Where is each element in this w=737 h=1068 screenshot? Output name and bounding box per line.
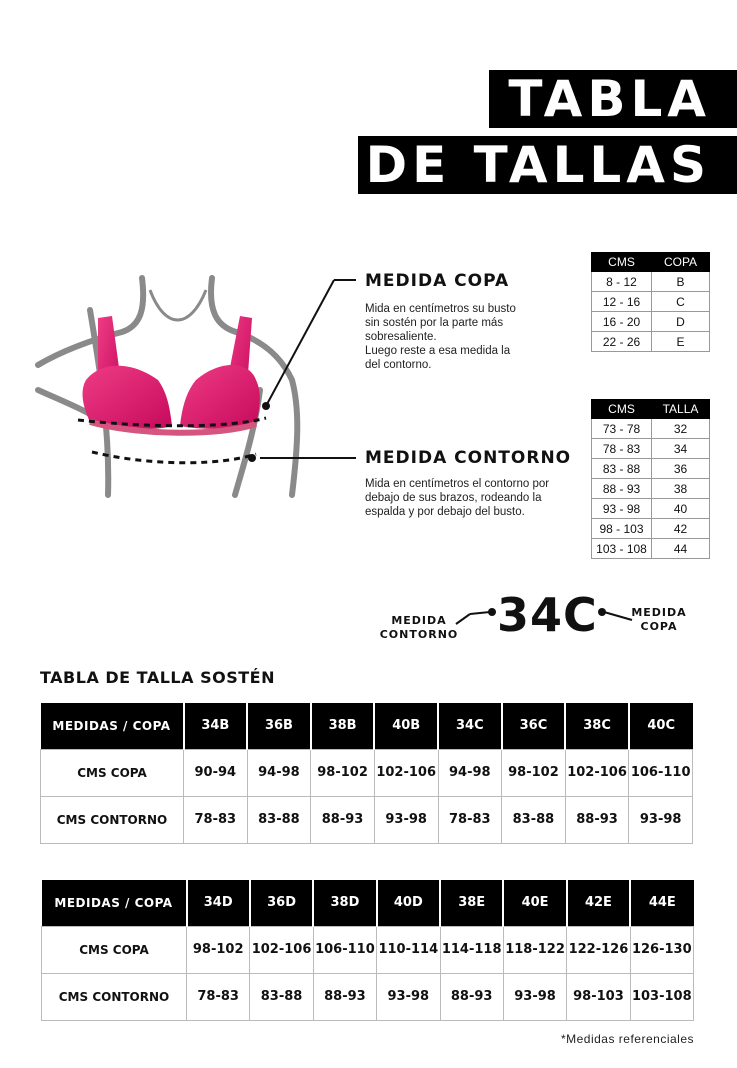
table-row: 88 - 93 38 bbox=[592, 479, 710, 499]
title-line-1: TABLA bbox=[489, 70, 737, 128]
combo-right-label: MEDIDA COPA bbox=[631, 606, 687, 633]
table-row: 22 - 26 E bbox=[592, 332, 710, 352]
table-row: 8 - 12 B bbox=[592, 272, 710, 292]
band-dashed-line bbox=[92, 452, 256, 463]
table-row: 78 - 83 34 bbox=[592, 439, 710, 459]
table-row: CMS COPA 90-94 94-98 98-102 102-106 94-98 98-102 102-106 106-110 bbox=[41, 749, 693, 796]
cup-size-table bbox=[591, 252, 710, 352]
combo-size-example: 34C bbox=[497, 588, 598, 642]
cup-heading: MEDIDA COPA bbox=[365, 271, 510, 291]
table-row: CMS CONTORNO 78-83 83-88 88-93 93-98 78-83 83-88 88-93 93-98 bbox=[41, 796, 693, 843]
cup-table-header-copa: COPA bbox=[652, 253, 710, 272]
table-row: 103 - 108 44 bbox=[592, 539, 710, 559]
size-table-2: MEDIDAS / COPA 34D 36D 38D 40D 38E 40E 42E 44E CMS COPA 98-102 102-106 106-110 110-114 114-118 118-122 122-126 126-130 CMS CONTORNO 78-83 83-88 88-93 93-98 88-93 93-98 98-103 103-108 bbox=[41, 880, 694, 1021]
table2-header-label: MEDIDAS / COPA bbox=[42, 880, 187, 926]
band-table-header-cms: CMS bbox=[592, 400, 652, 419]
table-row: 12 - 16 C bbox=[592, 292, 710, 312]
combo-left-label: MEDIDA CONTORNO bbox=[379, 614, 459, 641]
cup-description: Mida en centímetros su busto sin sostén por la parte más sobresaliente. Luego reste a esa medida la del contorno. bbox=[365, 303, 516, 371]
title-line-2: DE TALLAS bbox=[358, 136, 737, 194]
cup-table-header-cms: CMS bbox=[592, 253, 652, 272]
size-table-1: MEDIDAS / COPA 34B 36B 38B 40B 34C 36C 38C 40C CMS COPA 90-94 94-98 98-102 102-106 94-98 98-102 102-106 106-110 CMS CONTORNO 78-83 83-88 88-93 93-98 78-83 83-88 88-93 93-98 bbox=[40, 703, 693, 844]
table-row: 73 - 78 32 bbox=[592, 419, 710, 439]
band-size-table bbox=[591, 399, 710, 559]
pointer-lines bbox=[260, 270, 360, 470]
table-row: 83 - 88 36 bbox=[592, 459, 710, 479]
table-row: CMS CONTORNO 78-83 83-88 88-93 93-98 88-93 93-98 98-103 103-108 bbox=[42, 973, 694, 1020]
neck-outline bbox=[150, 290, 206, 320]
band-heading: MEDIDA CONTORNO bbox=[365, 448, 572, 468]
table-row: 16 - 20 D bbox=[592, 312, 710, 332]
section-title: TABLA DE TALLA SOSTÉN bbox=[40, 668, 275, 687]
table-row: CMS COPA 98-102 102-106 106-110 110-114 114-118 118-122 122-126 126-130 bbox=[42, 926, 694, 973]
table-row: 93 - 98 40 bbox=[592, 499, 710, 519]
band-description: Mida en centímetros el contorno por debajo de sus brazos, rodeando la espalda y por debajo del busto. bbox=[365, 478, 550, 518]
table-row: 98 - 103 42 bbox=[592, 519, 710, 539]
band-table-header-talla: TALLA bbox=[652, 400, 710, 419]
table1-header-label: MEDIDAS / COPA bbox=[41, 703, 184, 749]
footnote: *Medidas referenciales bbox=[560, 1032, 694, 1046]
